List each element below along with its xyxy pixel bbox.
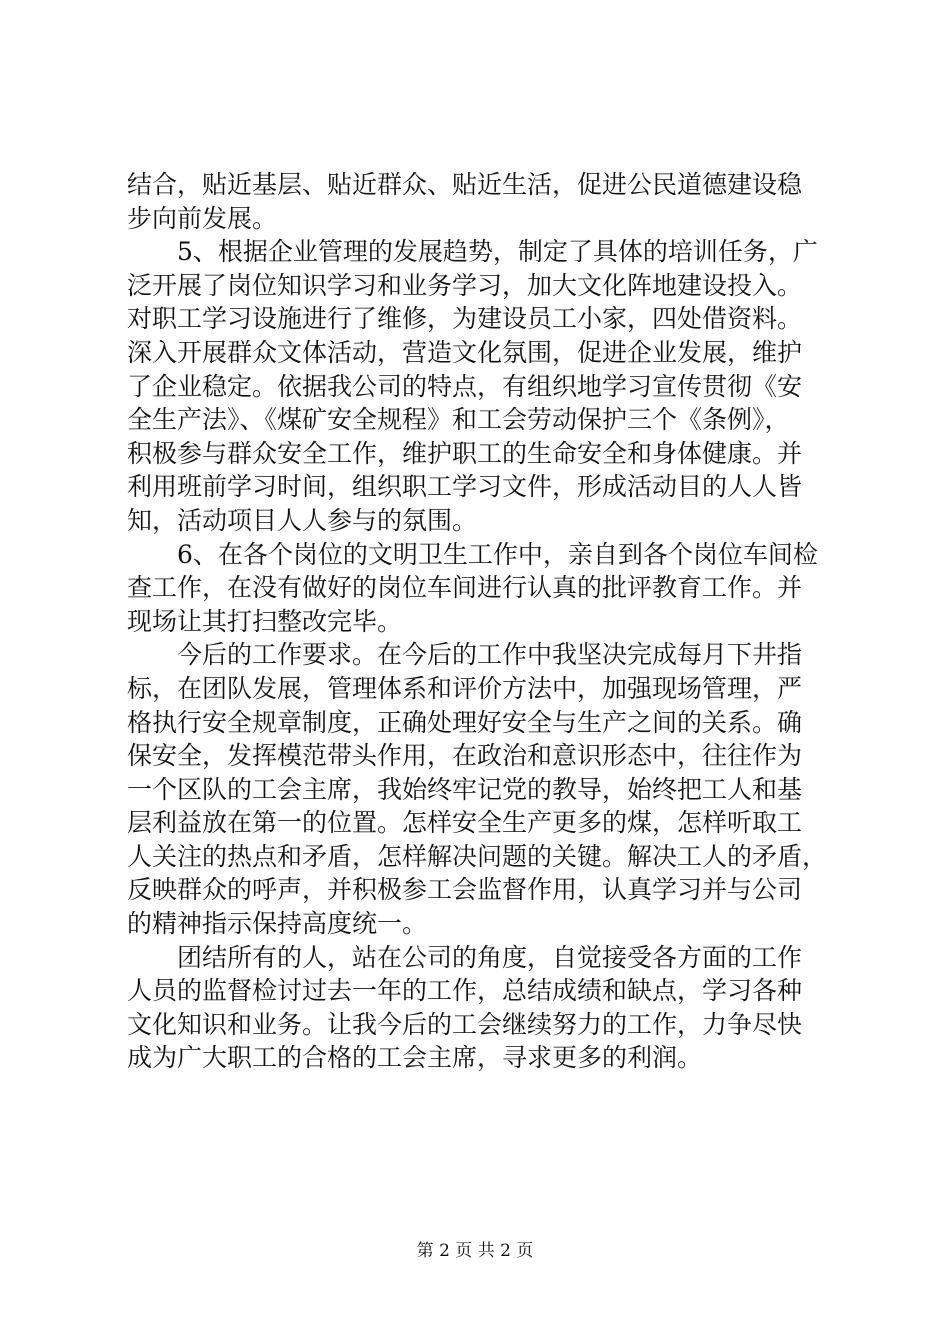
text-line: 积极参与群众安全工作，维护职工的生命安全和身体健康。并 [127,438,803,468]
text-line: 泛开展了岗位知识学习和业务学习，加大文化阵地建设投入。 [127,270,803,300]
text-line: 层利益放在第一的位置。怎样安全生产更多的煤，怎样听取工 [127,808,803,838]
document-body [127,168,827,1075]
text-line: 现场让其打扫整改完毕。 [127,606,403,636]
text-line: 深入开展群众文体活动，营造文化氛围，促进企业发展，维护 [127,337,803,367]
text-line: 团结所有的人，站在公司的角度，自觉接受各方面的工作 [127,942,803,972]
text-line: 知，活动项目人人参与的氛围。 [127,505,478,535]
text-line: 标，在团队发展，管理体系和评价方法中，加强现场管理，严 [127,673,803,703]
text-line: 保安全，发挥模范带头作用，在政治和意识形态中，往往作为 [127,741,803,771]
text-line: 的精神指示保持高度统一。 [127,909,428,939]
text-line: 人关注的热点和矛盾，怎样解决问题的关键。解决工人的矛盾， [127,841,828,871]
text-line: 结合，贴近基层、贴近群众、贴近生活，促进公民道德建设稳 [127,170,803,199]
text-line: 格执行安全规章制度，正确处理好安全与生产之间的关系。确 [127,707,803,737]
text-line: 人员的监督检讨过去一年的工作，总结成绩和缺点，学习各种 [127,976,803,1006]
text-line: 了企业稳定。依据我公司的特点，有组织地学习宣传贯彻《安 [127,371,803,401]
text-line: 文化知识和业务。让我今后的工会继续努力的工作，力争尽快 [127,1009,803,1039]
text-line: 全生产法》、《煤矿安全规程》和工会劳动保护三个《条例》， [127,405,790,435]
text-line: 查工作，在没有做好的岗位车间进行认真的批评教育工作。并 [127,573,803,603]
text-line: 利用班前学习时间，组织职工学习文件，形成活动目的人人皆 [127,472,803,502]
text-line: 步向前发展。 [127,203,278,233]
page-number: 第 2 页 共 2 页 [416,1241,534,1261]
page-footer [0,1240,950,1262]
text-line: 反映群众的呼声，并积极参工会监督作用，认真学习并与公司 [127,875,803,905]
text-line: 5、根据企业管理的发展趋势，制定了具体的培训任务，广 [127,237,818,267]
text-line: 成为广大职工的合格的工会主席，寻求更多的利润。 [127,1043,703,1073]
text-line: 一个区队的工会主席，我始终牢记党的教导，始终把工人和基 [127,774,803,804]
text-line: 对职工学习设施进行了维修，为建设员工小家，四处借资料。 [127,304,803,334]
text-line: 6、在各个岗位的文明卫生工作中，亲自到各个岗位车间检 [127,539,818,569]
text-line: 今后的工作要求。在今后的工作中我坚决完成每月下井指 [127,640,803,670]
